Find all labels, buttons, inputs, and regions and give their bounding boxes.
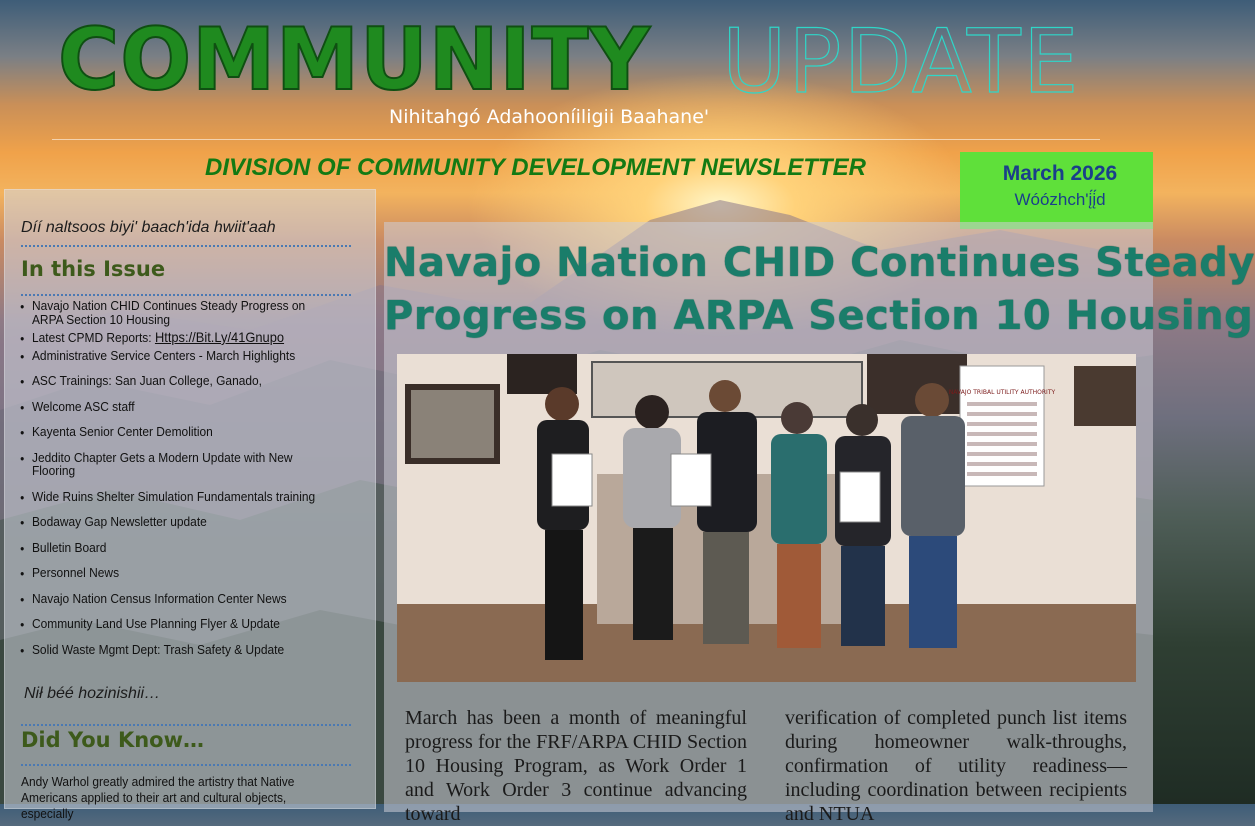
- toc-item[interactable]: ● ASC Trainings: San Juan College, Ganado,: [20, 374, 337, 388]
- sidebar-divider: [21, 764, 351, 766]
- issue-date: March 2026: [1002, 162, 1118, 185]
- toc-list: [20, 296, 365, 656]
- article-photo: [397, 354, 1136, 682]
- sidebar-phrase: Nił béé hozinishii…: [24, 685, 161, 702]
- group-photo-illustration: [397, 354, 1136, 682]
- toc-item[interactable]: ● Navajo Nation Census Information Center News: [20, 592, 337, 606]
- toc-item[interactable]: ● Community Land Use Planning Flyer & Update: [20, 617, 337, 631]
- toc-item[interactable]: ● Bulletin Board: [20, 541, 337, 555]
- toc-heading: In this Issue: [21, 257, 166, 281]
- toc-item[interactable]: ● Solid Waste Mgmt Dept: Trash Safety & Update: [20, 643, 337, 657]
- sidebar-intro: Díí naltsoos biyi' baach'ida hwiit'aah: [21, 219, 276, 236]
- title-update: UPDATE: [722, 10, 1081, 113]
- masthead-title: [58, 10, 669, 110]
- article-headline-line1: Navajo Nation CHID Continues Steady: [384, 240, 1255, 286]
- toc-item[interactable]: ● Personnel News: [20, 566, 337, 580]
- toc-item[interactable]: ● Wide Ruins Shelter Simulation Fundamentals training: [20, 490, 337, 504]
- issue-date-navajo: Wóózhch'į́į́d: [1014, 190, 1106, 209]
- toc-item[interactable]: ● Welcome ASC staff: [20, 400, 337, 414]
- issue-date-box: [960, 152, 1153, 229]
- title-community: COMMUNITY: [58, 10, 651, 110]
- toc-item[interactable]: ● Bodaway Gap Newsletter update: [20, 515, 337, 529]
- masthead-divider: [52, 139, 1100, 140]
- did-you-know-text: Andy Warhol greatly admired the artistry that Native Americans applied to their art and cultural objects, especially: [21, 774, 295, 821]
- masthead-subtitle: Nihitahgó Adahooníiligii Baahane': [389, 106, 710, 128]
- sidebar-divider: [21, 724, 351, 726]
- article-column-2: verification of completed punch list items during homeowner walk-throughs, confirmation of utility readiness—including coordination between recipients and NTUA: [785, 707, 1127, 825]
- toc-item[interactable]: ● Navajo Nation CHID Continues Steady Progress on ARPA Section 10 Housing: [20, 299, 337, 326]
- newsletter-division-title: DIVISION OF COMMUNITY DEVELOPMENT NEWSLETTER: [205, 154, 866, 181]
- ntua-sign-text: NAVAJO TRIBAL UTILITY AUTHORITY: [948, 389, 1056, 396]
- article-column-1: March has been a month of meaningful progress for the FRF/ARPA CHID Section 10 Housing Program, as Work Order 1 and Work Order 3 continue advancing toward: [405, 707, 747, 825]
- toc-item[interactable]: ● Jeddito Chapter Gets a Modern Update with New Flooring: [20, 451, 337, 478]
- sidebar-divider: [21, 245, 351, 247]
- toc-item[interactable]: ● Latest CPMD Reports: Https://Bit.Ly/41Gnupo: [20, 331, 337, 345]
- toc-item[interactable]: ● Kayenta Senior Center Demolition: [20, 425, 337, 439]
- toc-item[interactable]: ● Administrative Service Centers - March Highlights: [20, 349, 337, 363]
- did-you-know-heading: Did You Know…: [21, 728, 204, 752]
- sidebar-panel: [4, 189, 376, 821]
- article-headline-line2: Progress on ARPA Section 10 Housing: [384, 293, 1254, 339]
- cpmd-report-link[interactable]: Https://Bit.Ly/41Gnupo: [154, 329, 285, 345]
